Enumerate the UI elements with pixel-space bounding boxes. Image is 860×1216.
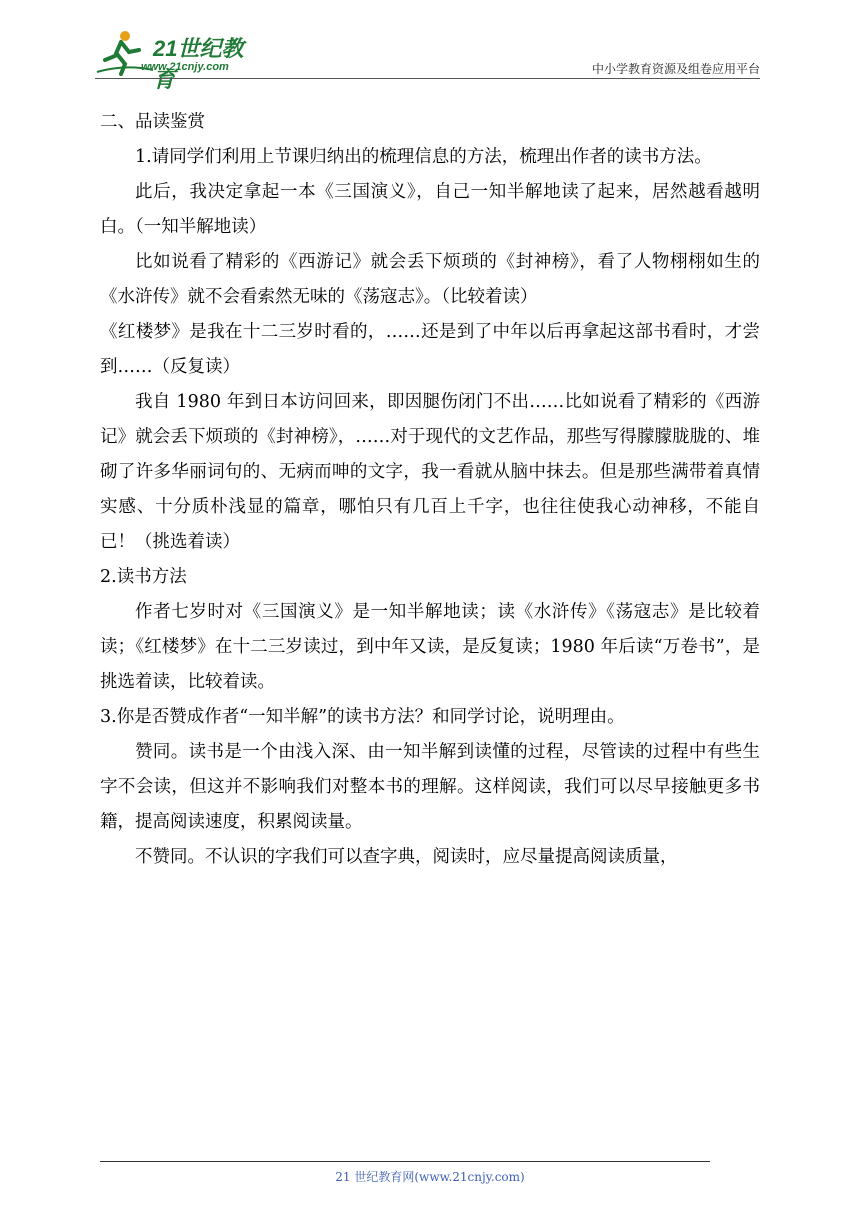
footer-text: 21 世纪教育网(www.21cnjy.com) xyxy=(335,1170,525,1184)
header-divider xyxy=(95,78,760,79)
footer-divider xyxy=(100,1161,710,1162)
paragraph: 《红楼梦》是我在十二三岁时看的，……还是到了中年以后再拿起这部书看时，才尝到……（反复读） xyxy=(100,322,760,377)
paragraph: 我自 1980 年到日本访问回来，即因腿伤闭门不出……比如说看了精彩的《西游记》就会丢下烦琐的《封神榜》，……对于现代的文艺作品，那些写得朦朦胧胧的、堆砌了许多华丽词句的、无病而呻的文字，我一看就从脑中抹去。但是那些满带着真情实感、十分质朴浅显的篇章，哪怕只有几百上千字，也往往使我心动神移，不能自已！（挑选着读） xyxy=(100,392,760,552)
paragraph: 1.请同学们利用上节课归纳出的梳理信息的方法，梳理出作者的读书方法。 xyxy=(135,147,712,167)
paragraph: 赞同。读书是一个由浅入深、由一知半解到读懂的过程，尽管读的过程中有些生字不会读，但这并不影响我们对整本书的理解。这样阅读，我们可以尽早接触更多书籍，提高阅读速度，积累阅读量。 xyxy=(100,742,760,832)
brand-url: www.21cnjy.com xyxy=(141,61,229,73)
document-body xyxy=(100,105,760,875)
paragraph: 不赞同。不认识的字我们可以查字典，阅读时，应尽量提高阅读质量， xyxy=(135,847,678,867)
paragraph: 2.读书方法 xyxy=(100,567,187,587)
header-tagline: 中小学教育资源及组卷应用平台 xyxy=(591,62,760,76)
logo xyxy=(95,28,265,92)
paragraph: 此后，我决定拿起一本《三国演义》，自己一知半解地读了起来，居然越看越明白。（一知半解地读） xyxy=(100,182,760,237)
paragraph: 作者七岁时对《三国演义》是一知半解地读；读《水浒传》《荡寇志》是比较着读；《红楼梦》在十二三岁读过，到中年又读，是反复读；1980 年后读“万卷书”，是挑选着读，比较着读。 xyxy=(100,602,760,692)
paragraph: 二、品读鉴赏 xyxy=(100,112,205,132)
paragraph: 3.你是否赞成作者“一知半解”的读书方法？和同学讨论，说明理由。 xyxy=(100,707,625,727)
brand-name: 21世纪教育 xyxy=(153,36,244,92)
paragraph: 比如说看了精彩的《西游记》就会丢下烦琐的《封神榜》，看了人物栩栩如生的《水浒传》就不会看索然无味的《荡寇志》。（比较着读） xyxy=(100,252,760,307)
page-header xyxy=(95,28,760,92)
